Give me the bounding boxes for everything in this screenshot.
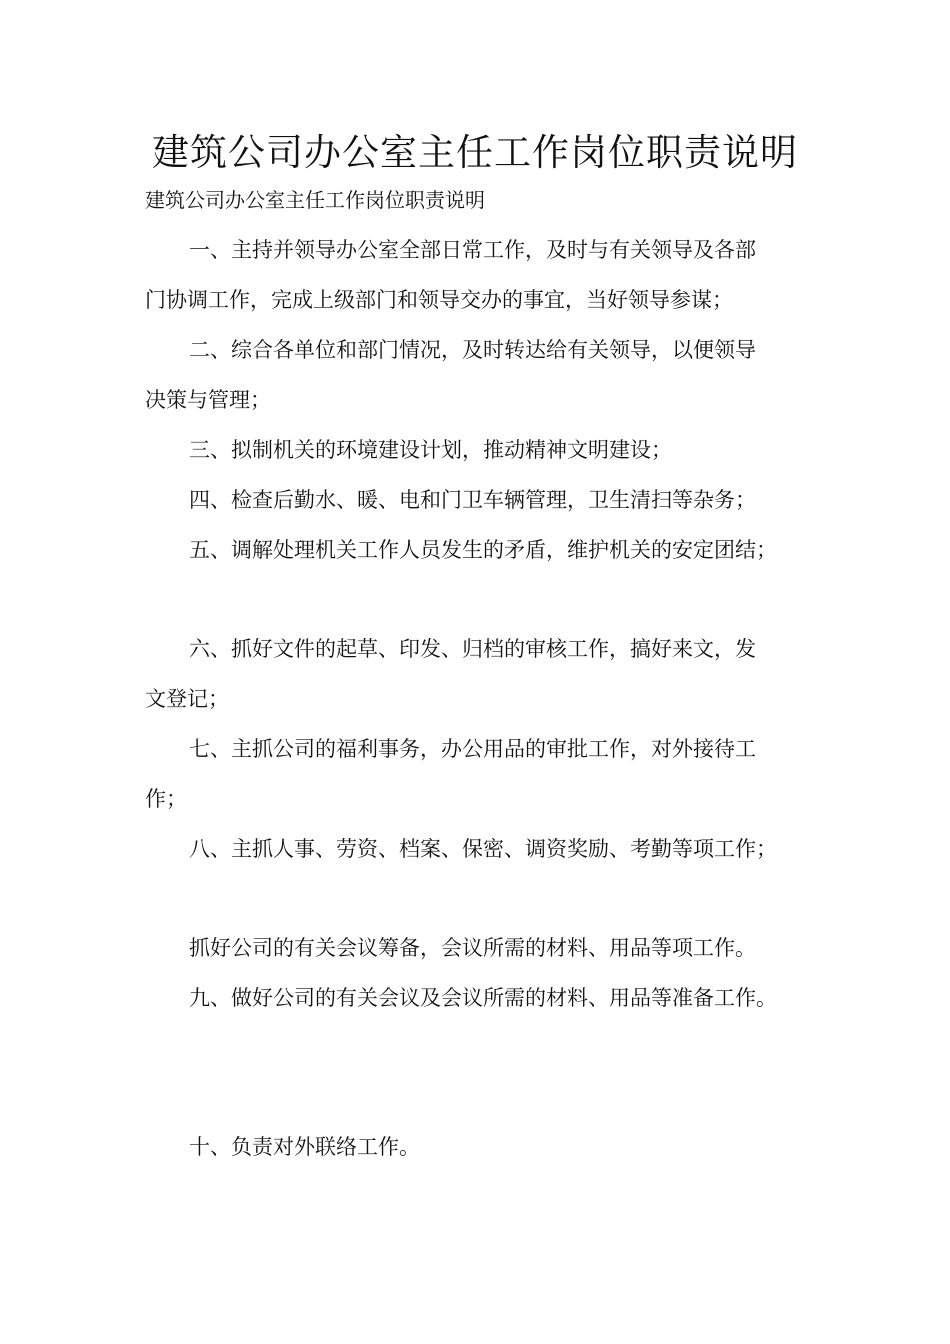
document-title: 建筑公司办公室主任工作岗位职责说明 <box>152 131 798 174</box>
paragraph-line-5: 三、拟制机关的环境建设计划，推动精神文明建设； <box>189 438 672 462</box>
paragraph-line-13: 抓好公司的有关会议筹备，会议所需的材料、用品等项工作。 <box>189 936 756 960</box>
paragraph-line-1: 一、主持并领导办公室全部日常工作，及时与有关领导及各部 <box>189 238 756 262</box>
document-subtitle: 建筑公司办公室主任工作岗位职责说明 <box>145 188 485 212</box>
paragraph-line-12: 八、主抓人事、劳资、档案、保密、调资奖励、考勤等项工作； <box>189 837 777 861</box>
paragraph-line-9: 文登记； <box>145 687 229 711</box>
paragraph-line-3: 二、综合各单位和部门情况，及时转达给有关领导，以便领导 <box>189 338 756 362</box>
paragraph-line-10: 七、主抓公司的福利事务，办公用品的审批工作，对外接待工 <box>189 737 756 761</box>
paragraph-line-2: 门协调工作，完成上级部门和领导交办的事宜，当好领导参谋； <box>145 288 733 312</box>
paragraph-line-6: 四、检查后勤水、暖、电和门卫车辆管理，卫生清扫等杂务； <box>189 488 756 512</box>
paragraph-line-11: 作； <box>145 787 187 811</box>
paragraph-line-8: 六、抓好文件的起草、印发、归档的审核工作，搞好来文，发 <box>189 637 756 661</box>
paragraph-line-4: 决策与管理； <box>145 388 271 412</box>
paragraph-line-7: 五、调解处理机关工作人员发生的矛盾，维护机关的安定团结； <box>189 538 777 562</box>
paragraph-line-15: 十、负责对外联络工作。 <box>189 1135 420 1159</box>
paragraph-line-14: 九、做好公司的有关会议及会议所需的材料、用品等准备工作。 <box>189 986 777 1010</box>
